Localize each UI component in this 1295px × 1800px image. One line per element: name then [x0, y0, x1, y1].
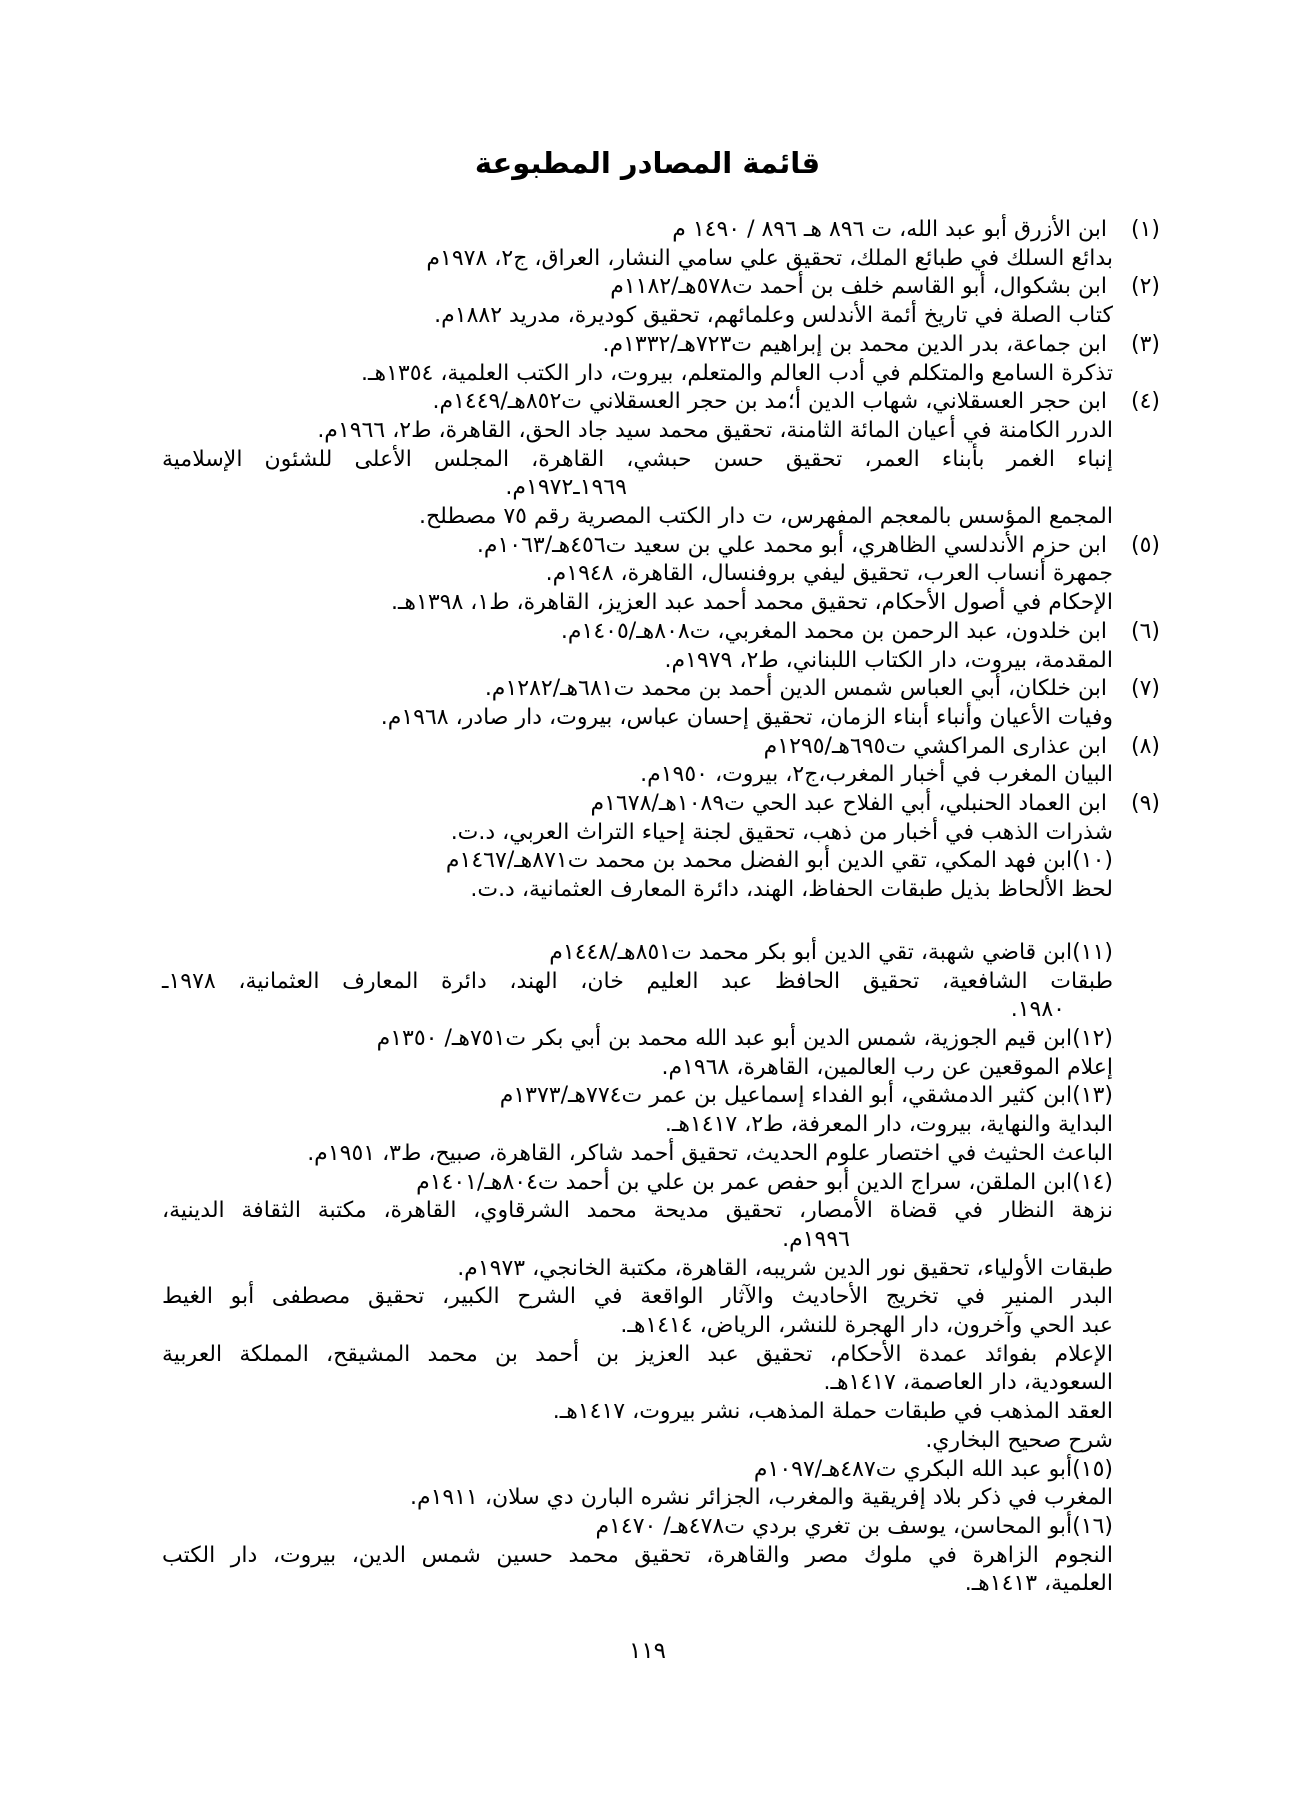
bib-line-text: ابن بشكوال، أبو القاسم خلف بن أحمد ت٥٧٨هـ/١١٨٢م — [610, 274, 1107, 300]
bib-line-text: ابن حجر العسقلاني، شهاب الدين أ؛مد بن حجر العسقلاني ت٨٥٢هـ/١٤٤٩م. — [432, 389, 1107, 415]
bib-line-text: المجمع المؤسس بالمعجم المفهرس، ت دار الكتب المصرية رقم ٧٥ مصطلح. — [418, 504, 1113, 530]
bib-line-text: النجوم الزاهرة في ملوك مصر والقاهرة، تحقيق محمد حسين شمس الدين، بيروت، دار الكتب — [162, 1542, 1113, 1568]
bib-line-text: الإحكام في أصول الأحكام، تحقيق محمد أحمد عبد العزيز، القاهرة، ط١، ١٣٩٨هـ. — [390, 590, 1113, 616]
bib-line-text: ابن حزم الأندلسي الظاهري، أبو محمد علي بن سعيد ت٤٥٦هـ/١٠٦٣م. — [476, 532, 1107, 558]
bib-book-line — [162, 245, 1160, 274]
page-number: ١١٩ — [628, 1638, 667, 1664]
bib-line-text: ابن عذارى المراكشي ت٦٩٥هـ/١٢٩٥م — [763, 733, 1107, 759]
bib-book-line — [162, 1341, 1160, 1370]
bib-book-line — [162, 1427, 1160, 1456]
bib-book-line — [162, 1570, 1160, 1599]
bib-entry-number: (١٦) — [1072, 1513, 1113, 1539]
bib-line-text: البداية والنهاية، بيروت، دار المعرفة، ط٢، ١٤١٧هـ. — [664, 1112, 1113, 1138]
bib-line-text: شذرات الذهب في أخبار من ذهب، تحقيق لجنة إحياء التراث العربي، د.ت. — [450, 819, 1113, 845]
bib-entry-number: (٤) — [1130, 389, 1160, 415]
bib-book-line — [162, 1398, 1160, 1427]
bib-book-line — [162, 1369, 1160, 1398]
bib-book-line — [162, 589, 1160, 618]
bib-line-text: جمهرة أنساب العرب، تحقيق ليفي بروفنسال، القاهرة، ١٩٤٨م. — [545, 561, 1113, 587]
bib-book-line — [162, 704, 1160, 733]
bib-line-text: ابن العماد الحنبلي، أبي الفلاح عبد الحي ت١٠٨٩هـ/١٦٧٨م — [590, 791, 1107, 817]
bib-entry-head — [162, 1082, 1160, 1111]
bib-book-line — [162, 1054, 1160, 1083]
bib-line-text: العقد المذهب في طبقات حملة المذهب، نشر بيروت، ١٤١٧هـ. — [552, 1399, 1113, 1425]
bib-line-text: المقدمة، بيروت، دار الكتاب اللبناني، ط٢، ١٩٧٩م. — [664, 647, 1113, 673]
bib-book-line — [162, 1484, 1160, 1513]
bib-line-text: ابن قيم الجوزية، شمس الدين أبو عبد الله محمد بن أبي بكر ت٧٥١هـ/ ١٣٥٠م — [376, 1025, 1073, 1051]
bib-line-text: الدرر الكامنة في أعيان المائة الثامنة، تحقيق محمد سيد جاد الحق، القاهرة، ط٢، ١٩٦٦م. — [317, 417, 1113, 443]
bib-entry-head — [162, 847, 1160, 876]
bib-book-line — [162, 503, 1160, 532]
bib-entry-number: (١٢) — [1072, 1025, 1113, 1051]
bib-entry-head — [162, 273, 1160, 302]
bib-line-text: البدر المنير في تخريج الأحاديث والآثار الواقعة في الشرح الكبير، تحقيق مصطفى أبو الغيط — [162, 1284, 1113, 1310]
bib-book-line — [162, 761, 1160, 790]
bib-line-text: ابن الملقن، سراج الدين أبو حفص عمر بن علي بن أحمد ت٨٠٤هـ/١٤٠١م — [416, 1169, 1073, 1195]
bib-line-text: إعلام الموقعين عن رب العالمين، القاهرة، ١٩٦٨م. — [661, 1054, 1113, 1080]
bib-book-line — [162, 302, 1160, 331]
bib-entry-head — [162, 939, 1160, 968]
bib-line-text: السعودية، دار العاصمة، ١٤١٧هـ. — [823, 1370, 1113, 1396]
bib-entry-number: (٣) — [1130, 331, 1160, 357]
bib-entry-number: (٢) — [1130, 274, 1160, 300]
bib-book-line — [162, 647, 1160, 676]
bib-line-text: ابن الأزرق أبو عبد الله، ت ٨٩٦ هـ ٨٩٦ / ١٤٩٠ م — [672, 217, 1107, 242]
bib-book-line — [162, 417, 1160, 446]
bib-book-line — [162, 1312, 1160, 1341]
bib-entry-head — [162, 1513, 1160, 1542]
bib-book-line — [162, 819, 1160, 848]
bib-entry-number: (١٣) — [1072, 1083, 1113, 1109]
bib-line-text: شرح صحيح البخاري. — [925, 1427, 1113, 1453]
bib-line-text: ابن خلكان، أبي العباس شمس الدين أحمد بن محمد ت٦٨١هـ/١٢٨٢م. — [484, 676, 1107, 702]
bib-line-text: نزهة النظار في قضاة الأمصار، تحقيق مديحة محمد الشرقاوي، القاهرة، مكتبة الثقافة الدينية، — [162, 1198, 1113, 1224]
bib-book-line — [162, 446, 1160, 475]
bib-entry-number: (٨) — [1130, 733, 1160, 759]
bib-entry-number: (٥) — [1130, 532, 1160, 558]
bib-book-line — [162, 1140, 1160, 1169]
bib-book-line — [162, 876, 1160, 905]
bib-line-text: ابن كثير الدمشقي، أبو الفداء إسماعيل بن عمر ت٧٧٤هـ/١٣٧٣م — [499, 1083, 1073, 1109]
bib-entry-number: (١٤) — [1072, 1169, 1113, 1195]
bib-entry-head — [162, 790, 1160, 819]
bib-line-text: تذكرة السامع والمتكلم في أدب العالم والمتعلم، بيروت، دار الكتب العلمية، ١٣٥٤هـ. — [361, 360, 1113, 386]
bib-line-text: ١٩٨٠. — [1010, 997, 1065, 1023]
page-title: قائمة المصادر المطبوعة — [474, 146, 821, 180]
bib-line-text: كتاب الصلة في تاريخ أئمة الأندلس وعلمائهم، تحقيق كوديرة، مدريد ١٨٨٢م. — [434, 303, 1113, 329]
bib-line-text: إنباء الغمر بأبناء العمر، تحقيق حسن حبشي، القاهرة، المجلس الأعلى للشئون الإسلامية — [162, 446, 1113, 472]
bib-line-text: المغرب في ذكر بلاد إفريقية والمغرب، الجزائر نشره البارن دي سلان، ١٩١١م. — [409, 1485, 1113, 1511]
bib-line-text: ١٩٩٦م. — [782, 1226, 850, 1252]
bib-book-line — [162, 1255, 1160, 1284]
bib-entry-number: (١١) — [1072, 939, 1113, 965]
bib-line-text: وفيات الأعيان وأنباء أبناء الزمان، تحقيق إحسان عباس، بيروت، دار صادر، ١٩٦٨م. — [380, 704, 1113, 730]
bib-line-text: ابن قاضي شهبة، تقي الدين أبو بكر محمد ت٨٥١هـ/١٤٤٨م — [549, 939, 1073, 965]
bib-book-line — [162, 996, 1160, 1025]
bib-entry-head — [162, 618, 1160, 647]
bib-line-text: بدائع السلك في طبائع الملك، تحقيق علي سامي النشار، العراق، ج٢، ١٩٧٨م — [426, 245, 1113, 271]
bib-entry-head — [162, 675, 1160, 704]
bibliography-list — [162, 216, 1160, 1599]
bib-entry-head — [162, 216, 1160, 245]
bib-line-text: البيان المغرب في أخبار المغرب،ج٢، بيروت، ١٩٥٠م. — [640, 762, 1113, 788]
bib-line-text: طبقات الشافعية، تحقيق الحافظ عبد العليم خان، الهند، دائرة المعارف العثمانية، ١٩٧٨ـ — [162, 968, 1113, 994]
bib-line-text: عبد الحي وآخرون، دار الهجرة للنشر، الرياض، ١٤١٤هـ. — [620, 1313, 1113, 1339]
bib-entry-head — [162, 1025, 1160, 1054]
bib-line-text: ابن فهد المكي، تقي الدين أبو الفضل محمد بن محمد ت٨٧١هـ/١٤٦٧م — [445, 848, 1073, 874]
bib-line-text: أبو عبد الله البكري ت٤٨٧هـ/١٠٩٧م — [753, 1456, 1073, 1482]
bib-line-text: ابن خلدون، عبد الرحمن بن محمد المغربي، ت٨٠٨هـ/١٤٠٥م. — [560, 618, 1107, 644]
bib-entry-head — [162, 733, 1160, 762]
bib-book-line — [162, 360, 1160, 389]
bib-entry-head — [162, 331, 1160, 360]
bib-book-line — [162, 1197, 1160, 1226]
bib-book-line — [162, 968, 1160, 997]
bib-book-line — [162, 474, 1160, 503]
bib-entry-number: (٩) — [1130, 791, 1160, 817]
bib-entry-head — [162, 1456, 1160, 1485]
bib-line-text: ابن جماعة، بدر الدين محمد بن إبراهيم ت٧٢٣هـ/١٣٣٢م. — [602, 331, 1107, 357]
bib-book-line — [162, 1283, 1160, 1312]
bib-book-line — [162, 560, 1160, 589]
bib-line-text: لحظ الألحاظ بذيل طبقات الحفاظ، الهند، دائرة المعارف العثمانية، د.ت. — [470, 877, 1113, 903]
bib-entry-number: (٧) — [1130, 676, 1160, 702]
bib-entry-number: (١٠) — [1072, 848, 1113, 874]
bib-line-text: الإعلام بفوائد عمدة الأحكام، تحقيق عبد العزيز بن أحمد بن محمد المشيقح، المملكة العربية — [162, 1341, 1113, 1367]
bib-book-line — [162, 1226, 1160, 1255]
bib-line-text: طبقات الأولياء، تحقيق نور الدين شريبه، القاهرة، مكتبة الخانجي، ١٩٧٣م. — [457, 1255, 1113, 1281]
bib-entry-number: (٦) — [1130, 618, 1160, 644]
bib-line-text: الباعث الحثيث في اختصار علوم الحديث، تحقيق أحمد شاكر، القاهرة، صبيح، ط٣، ١٩٥١م. — [307, 1140, 1113, 1166]
bib-book-line — [162, 1542, 1160, 1571]
bib-book-line — [162, 1111, 1160, 1140]
bib-entry-number: (١٥) — [1072, 1456, 1113, 1482]
bib-line-text: ١٩٦٩ـ١٩٧٢م. — [505, 475, 627, 501]
bib-line-text: أبو المحاسن، يوسف بن تغري بردي ت٤٧٨هـ/ ١٤٧٠م — [595, 1513, 1073, 1539]
bib-entry-number: (١) — [1130, 217, 1160, 242]
bib-entry-head — [162, 388, 1160, 417]
bib-entry-head — [162, 532, 1160, 561]
bib-entry-head — [162, 1169, 1160, 1198]
bib-line-text: العلمية، ١٤١٣هـ. — [964, 1571, 1113, 1597]
